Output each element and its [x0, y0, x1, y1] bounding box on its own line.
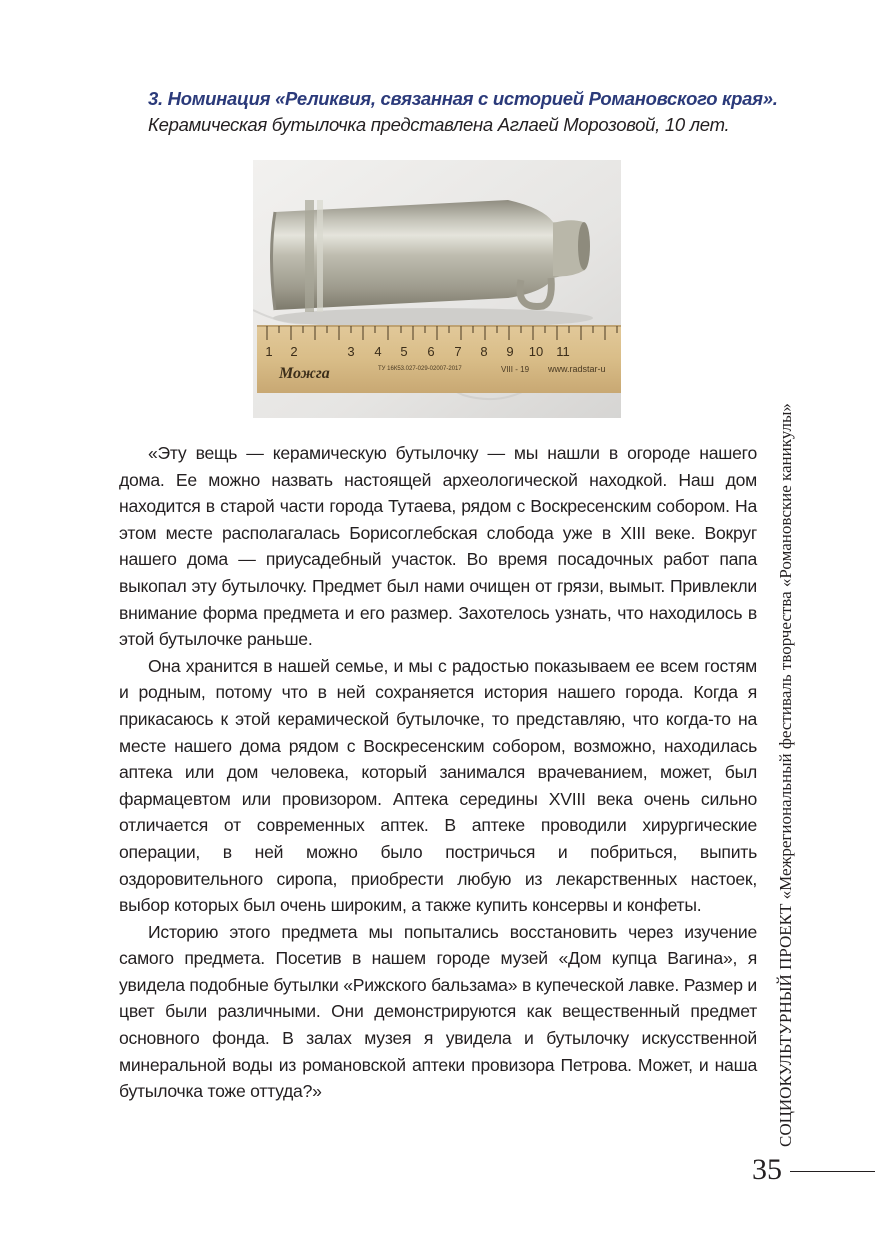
ruler-num-3: 3	[347, 344, 355, 359]
ruler-url: www.radstar-u	[548, 364, 606, 374]
ruler-brand: Можга	[279, 365, 330, 382]
ruler-num-2: 2	[290, 344, 298, 359]
paragraph-2: Она хранится в нашей семье, и мы с радостью показываем ее всем гостям и родным, потому что в ней сохраняется история нашего города. Когда я прикасаюсь к этой керамической бутылочке, то представляю, что когда-то на месте нашего дома рядом с Воскресенским собором, возможно, находилась аптека или дом человека, который занимался врачеванием, может, был фармацевтом или провизором. Аптека середины XVIII века очень сильно отличается от современных аптек. В аптеке проводили хирургические операции, в ней можно было постричься и побриться, выпить оздоровительного сиропа, приобрести любую из лекарственных настоек, выбор которых был очень широким, а также купить консервы и конфеты.	[119, 655, 757, 916]
paragraph-3: Историю этого предмета мы попытались восстановить через изучение самого предмета. Посетив в нашем городе музей «Дом купца Вагина», я увидела подобные бутылки «Рижского бальзама» в купеческой лавке. Размер и цвет были различными. Они демонстрируются как вещественный предмет основного фонда. В залах музея я увидела и бутылочку искусственной минеральной воды из романовской аптеки провизора Петрова. Может, и наша бутылочка тоже оттуда?»	[119, 921, 757, 1102]
side-running-title: СОЦИОКУЛЬТУРНЫЙ ПРОЕКТ «Межрегиональный фестиваль творчества «Романовские каникулы»	[776, 403, 795, 1147]
ruler-num-8: 8	[480, 344, 488, 359]
bottle-photo	[253, 160, 621, 418]
body-text	[119, 440, 757, 1105]
ruler-num-6: 6	[427, 344, 435, 359]
page-number-rule	[790, 1171, 875, 1172]
nomination-title: 3. Номинация «Реликвия, связанная с историей Романовского края».	[148, 88, 778, 109]
page-number: 35	[752, 1153, 782, 1186]
ruler-num-4: 4	[374, 344, 382, 359]
paragraph-1: «Эту вещь — керамическую бутылочку — мы нашли в огороде нашего дома. Ее можно назвать настоящей археологической находкой. Наш дом находится в старой части города Тутаева, рядом с Воскресенским собором. На этом месте располагалась Борисоглебская слобода уже в XIII веке. Вокруг нашего дома — приусадебный участок. Во время посадочных работ папа выкопал эту бутылочку. Предмет был нами очищен от грязи, вымыт. Привлекли внимание форма предмета и его размер. Захотелось узнать, что находилось в этой бутылочке раньше.	[119, 443, 757, 650]
section-heading	[148, 86, 788, 138]
ruler-num-11: 11	[556, 344, 570, 359]
ruler-num-5: 5	[400, 344, 408, 359]
ruler-num-10: 10	[528, 344, 544, 359]
nomination-subtitle: Керамическая бутылочка представлена Аглаей Морозовой, 10 лет.	[148, 114, 730, 135]
ruler-code: ТУ 16К53.027-029-02007-2017	[378, 366, 462, 372]
ruler-num-7: 7	[454, 344, 462, 359]
ruler-num-9: 9	[506, 344, 514, 359]
ruler-date: VIII - 19	[501, 365, 530, 374]
ruler-num-1: 1	[265, 344, 273, 359]
